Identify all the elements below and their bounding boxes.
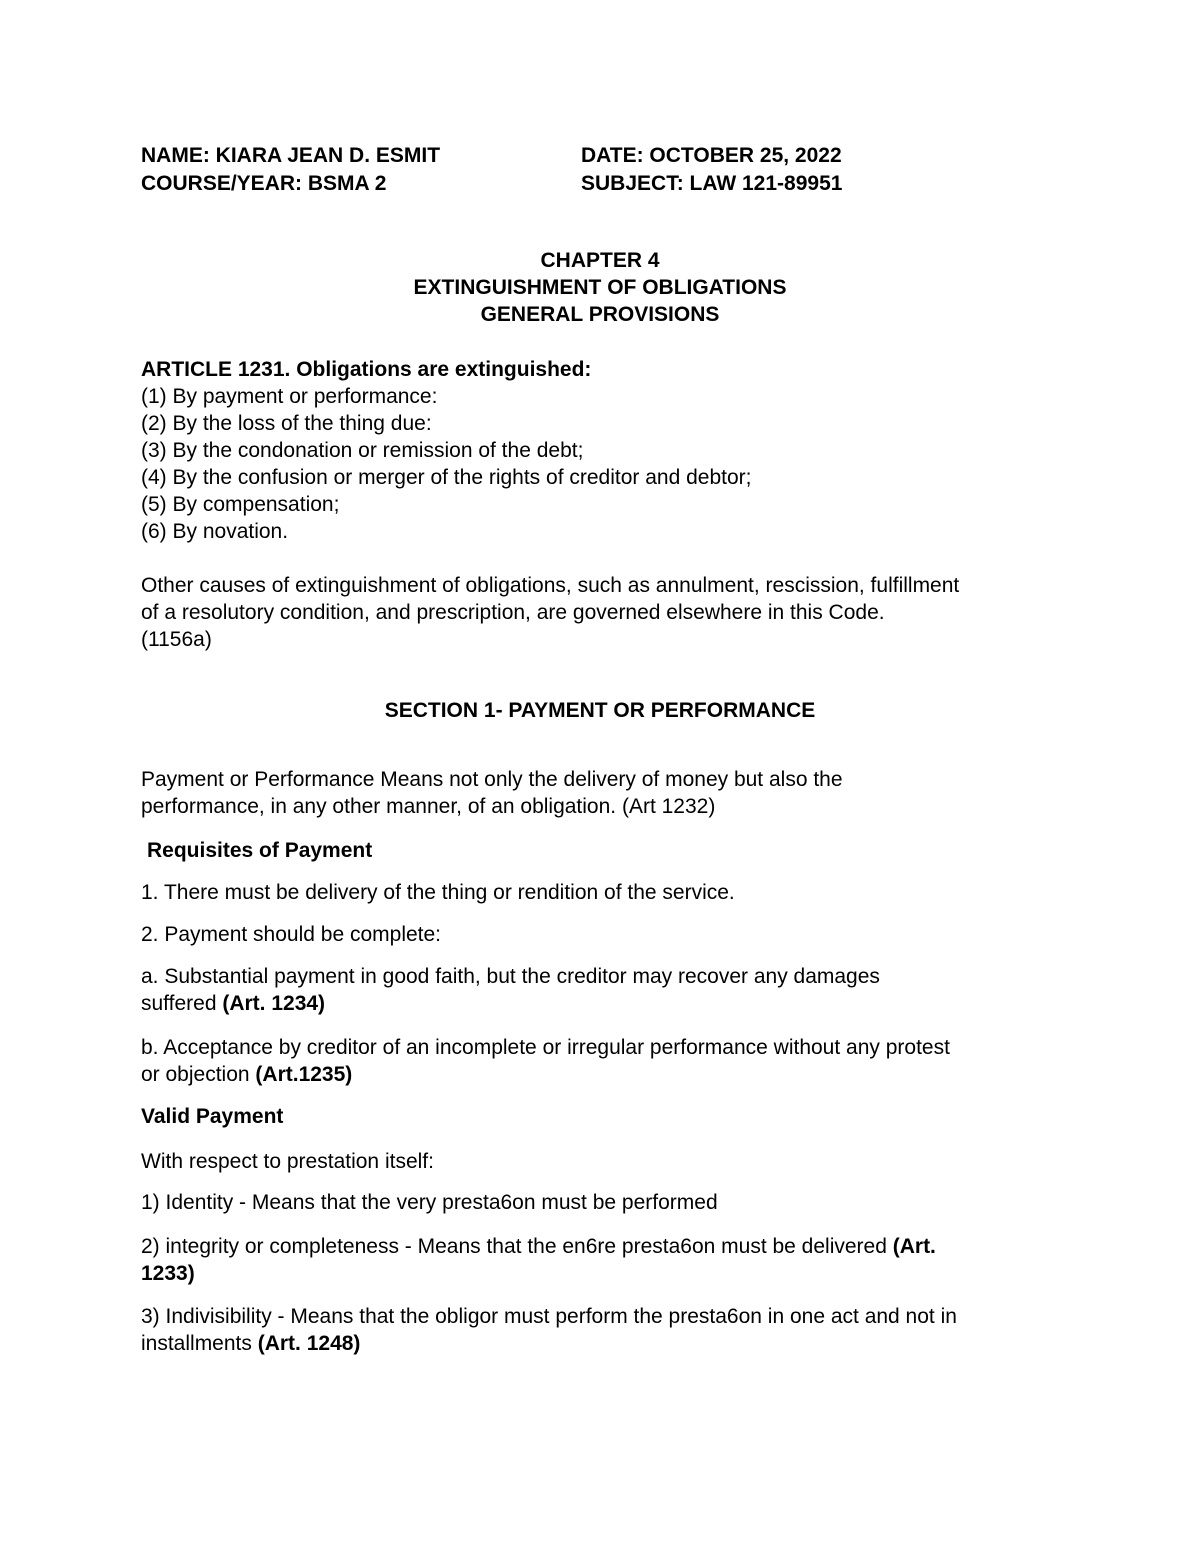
requisites-heading: Requisites of Payment (147, 839, 373, 862)
valid-payment-item: 1) Identity - Means that the very presta6on must be performed (141, 1191, 718, 1214)
chapter-title: EXTINGUISHMENT OF OBLIGATIONS (413, 276, 787, 299)
article-item: (6) By novation. (141, 520, 289, 543)
section-heading: SECTION 1- PAYMENT OR PERFORMANCE (384, 699, 816, 722)
other-causes-citation: (1156a) (141, 628, 212, 651)
article-item: (1) By payment or performance: (141, 385, 438, 408)
other-causes-line: Other causes of extinguishment of obligations, such as annulment, rescission, fulfillment (141, 574, 960, 597)
valid-payment-heading: Valid Payment (141, 1105, 284, 1128)
subject: SUBJECT: LAW 121-89951 (581, 172, 843, 195)
requisite-subitem-line (141, 990, 325, 1017)
article-item: (4) By the confusion or merger of the rights of creditor and debtor; (141, 466, 752, 489)
requisite-subitem-text: suffered (141, 992, 223, 1015)
definition-line: performance, in any other manner, of an obligation. (Art 1232) (141, 795, 716, 818)
valid-payment-item: 3) Indivisibility - Means that the obligor must perform the presta6on in one act and not in (141, 1305, 957, 1328)
article-heading: ARTICLE 1231. Obligations are extinguished: (141, 358, 592, 381)
valid-payment-item (141, 1330, 360, 1357)
article-item: (3) By the condonation or remission of the debt; (141, 439, 584, 462)
chapter-subtitle: GENERAL PROVISIONS (480, 303, 720, 326)
requisite-subitem-text: or objection (141, 1063, 256, 1086)
valid-payment-text: installments (141, 1332, 258, 1355)
valid-payment-text: 2) integrity or completeness - Means that the en6re presta6on must be delivered (141, 1235, 893, 1258)
valid-payment-intro: With respect to prestation itself: (141, 1150, 434, 1173)
requisite-item: 1. There must be delivery of the thing or rendition of the service. (141, 881, 735, 904)
chapter-number: CHAPTER 4 (540, 249, 660, 272)
article-reference: (Art.1235) (255, 1063, 353, 1086)
requisite-subitem-line (141, 1061, 352, 1088)
article-reference: (Art. 1248) (257, 1332, 361, 1355)
requisite-subitem-line: b. Acceptance by creditor of an incomplete or irregular performance without any protest (141, 1036, 950, 1059)
article-reference: 1233) (141, 1262, 195, 1285)
article-reference: (Art. 1234) (222, 992, 326, 1015)
other-causes-line: of a resolutory condition, and prescription, are governed elsewhere in this Code. (141, 601, 885, 624)
valid-payment-item (141, 1233, 936, 1260)
date: DATE: OCTOBER 25, 2022 (581, 144, 842, 167)
article-item: (5) By compensation; (141, 493, 340, 516)
article-item: (2) By the loss of the thing due: (141, 412, 432, 435)
requisite-subitem-line: a. Substantial payment in good faith, but the creditor may recover any damages (141, 965, 880, 988)
requisite-item: 2. Payment should be complete: (141, 923, 442, 946)
article-reference: (Art. (892, 1235, 936, 1258)
definition-line: Payment or Performance Means not only the delivery of money but also the (141, 768, 843, 791)
course-year: COURSE/YEAR: BSMA 2 (141, 172, 387, 195)
student-name: NAME: KIARA JEAN D. ESMIT (141, 144, 441, 167)
